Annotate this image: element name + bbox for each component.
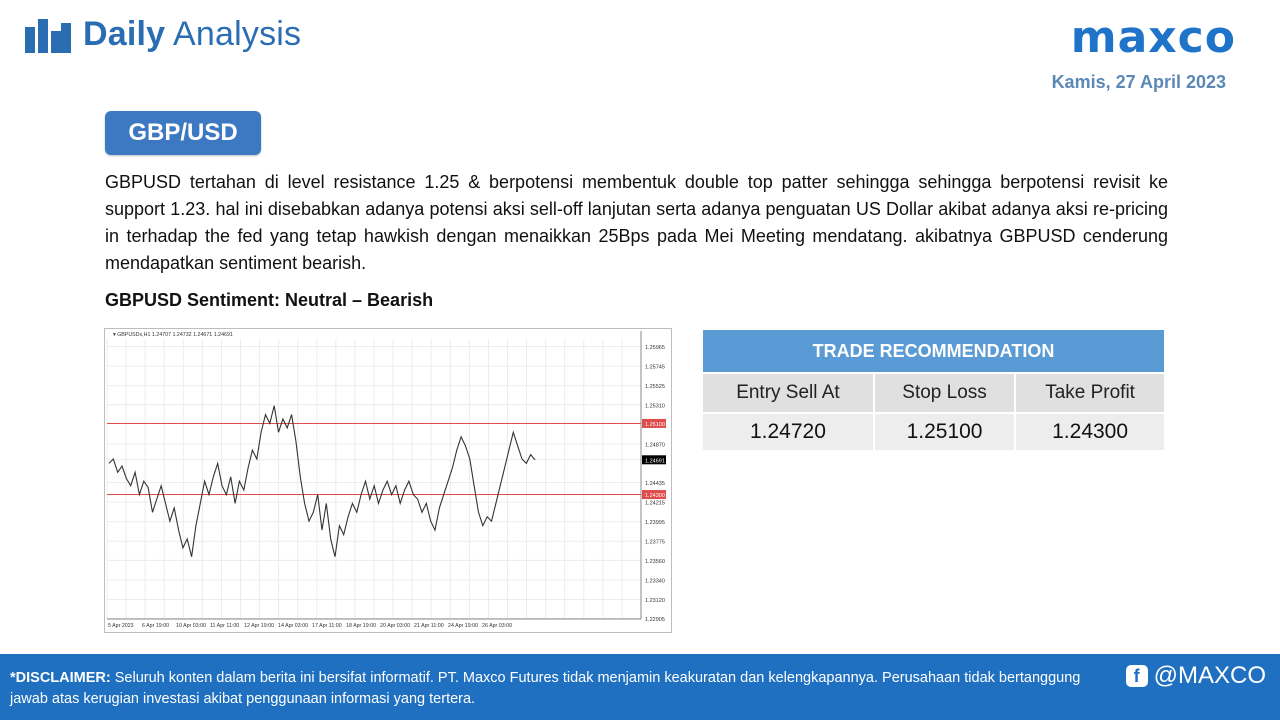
- price-tick-label: 1.23560: [645, 558, 665, 565]
- social-handle[interactable]: [1126, 662, 1266, 690]
- header-title-bold: Daily: [83, 15, 166, 53]
- daily-analysis-logo: [25, 15, 301, 54]
- brand-logo: maxco: [1070, 12, 1236, 63]
- trade-recommendation-table: [701, 328, 1166, 452]
- trade-table-title: TRADE RECOMMENDATION: [703, 330, 1164, 372]
- col-entry-sell: Entry Sell At: [703, 374, 873, 412]
- time-tick-label: 17 Apr 11:00: [312, 623, 342, 629]
- price-tick-label: 1.24435: [645, 481, 665, 488]
- price-tick-label: 1.24300: [645, 493, 665, 500]
- time-tick-label: 12 Apr 19:00: [244, 623, 275, 629]
- sentiment-label: GBPUSD Sentiment: Neutral – Bearish: [105, 290, 434, 310]
- price-chart-svg: [105, 329, 671, 632]
- bar-chart-icon: [25, 17, 71, 53]
- price-tick-label: 1.25100: [645, 421, 665, 428]
- report-date: Kamis, 27 April 2023: [1051, 72, 1226, 92]
- price-tick-label: 1.25965: [645, 345, 665, 352]
- pair-badge: GBP/USD: [105, 111, 261, 155]
- time-tick-label: 21 Apr 11:00: [414, 623, 444, 629]
- value-stop-loss: 1.25100: [875, 414, 1014, 450]
- price-tick-label: 1.25525: [645, 384, 665, 391]
- price-tick-label: 1.25310: [645, 403, 665, 410]
- price-tick-label: 1.23120: [645, 597, 665, 604]
- time-tick-label: 14 Apr 03:00: [278, 623, 309, 629]
- price-tick-label: 1.22905: [645, 617, 665, 624]
- disclaimer-label: *DISCLAIMER:: [10, 670, 111, 686]
- price-chart: [104, 328, 672, 633]
- price-tick-label: 1.24215: [645, 500, 665, 507]
- header-title: [83, 15, 301, 54]
- time-tick-label: 18 Apr 19:00: [346, 623, 377, 629]
- price-tick-label: 1.23340: [645, 578, 665, 585]
- col-stop-loss: Stop Loss: [875, 374, 1014, 412]
- price-series-line: [109, 406, 535, 557]
- analysis-paragraph: GBPUSD tertahan di level resistance 1.25 & berpotensi membentuk double top patter sehingga sehingga berpotensi revisit ke support 1.23. hal ini disebabkan adanya potensi aksi sell-off lanjutan serta adanya penguatan US Dollar akibat adanya aksi re-pricing in terhadap the fed yang tetap hawkish dengan menaikkan 25Bps pada Mei Meeting mendatang. akibatnya GBPUSD cenderung mendapatkan sentiment bearish.: [105, 172, 1168, 273]
- value-entry-sell: 1.24720: [703, 414, 873, 450]
- time-tick-label: 5 Apr 2023: [108, 623, 134, 629]
- value-take-profit: 1.24300: [1016, 414, 1164, 450]
- disclaimer: [10, 668, 1120, 710]
- time-tick-label: 10 Apr 03:00: [176, 623, 207, 629]
- col-take-profit: Take Profit: [1016, 374, 1164, 412]
- price-tick-label: 1.23995: [645, 520, 665, 527]
- time-tick-label: 20 Apr 03:00: [380, 623, 411, 629]
- header-title-light: Analysis: [173, 15, 302, 53]
- time-tick-label: 6 Apr 19:00: [142, 623, 170, 629]
- social-handle-text: @MAXCO: [1153, 662, 1266, 689]
- footer-bar: [0, 654, 1280, 720]
- time-tick-label: 24 Apr 19:00: [448, 623, 479, 629]
- disclaimer-text: Seluruh konten dalam berita ini bersifat informatif. PT. Maxco Futures tidak menjamin keakuratan dan kelengkapannya. Perusahaan tidak bertanggung jawab atas kerugian investasi akibat penggunaan informasi yang tertera.: [10, 670, 1081, 707]
- chart-title: ▾ GBPUSDx,H1 1.24707 1.24732 1.24671 1.24691: [113, 332, 233, 338]
- time-tick-label: 11 Apr 11:00: [210, 623, 240, 629]
- price-tick-label: 1.25745: [645, 364, 665, 371]
- time-tick-label: 26 Apr 03:00: [482, 623, 513, 629]
- facebook-icon: f: [1126, 665, 1148, 687]
- price-tick-label: 1.24870: [645, 442, 665, 449]
- price-tick-label: 1.23775: [645, 539, 665, 546]
- price-tick-label: 1.24691: [645, 458, 665, 465]
